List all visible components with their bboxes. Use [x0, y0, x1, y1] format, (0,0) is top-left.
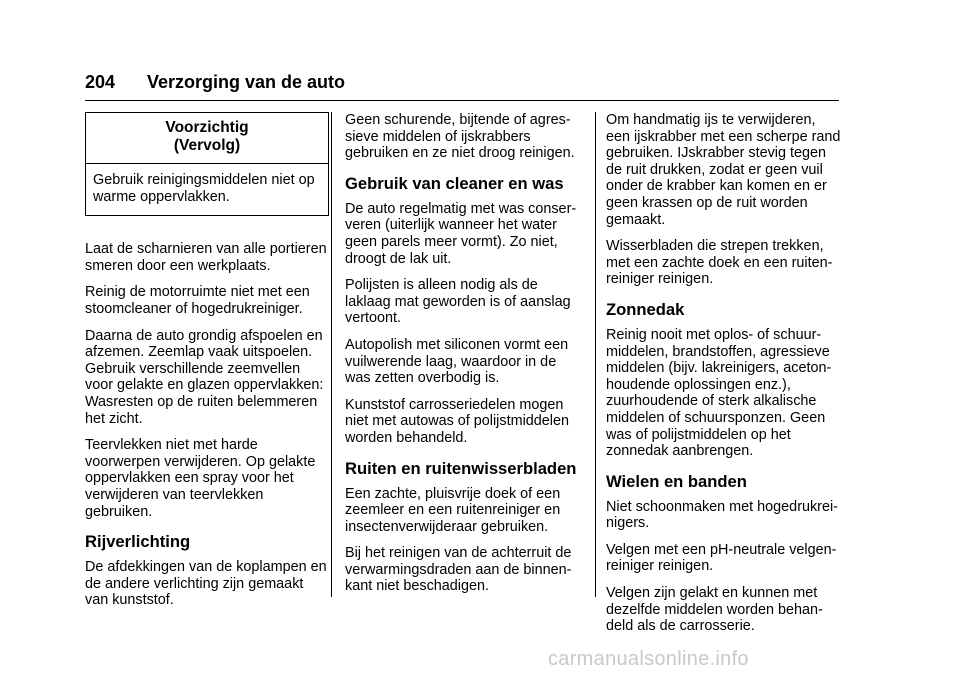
paragraph-ice-scraper: Om handmatig ijs te verwijderen, een ijskrabber met een scherpe rand gebruiken. IJskrabber stevig tegen de ruit drukken, zodat er geen vuil onder de krabber kan komen en er geen krassen op de ruit worden gemaakt.: [606, 112, 841, 228]
paragraph-silicone: Autopolish met siliconen vormt een vuilwerende laag, waardoor in de was zetten overbodig is.: [345, 336, 569, 387]
paragraph-painted-rims: Velgen zijn gelakt en kunnen met dezelfde middelen worden behan-deld als de carrosserie.: [606, 585, 823, 635]
paragraph-lights: De afdekkingen van de koplampen en de andere verlichting zijn gemaakt van kunststof.: [85, 559, 327, 609]
paragraph-rear-window: Bij het reinigen van de achterruit de verwarmingsdraden aan de binnen-kant niet beschadigen.: [345, 545, 572, 595]
header-rule: [85, 100, 839, 101]
caution-box: [85, 112, 329, 216]
column-divider-1: [331, 112, 332, 597]
caution-title-line1: Voorzichtig: [165, 119, 249, 136]
heading-wheels-tyres: Wielen en banden: [606, 471, 747, 491]
paragraph-rinse: Daarna de auto grondig afspoelen en afzemen. Zeemlap vaak uitspoelen. Gebruik verschillende zeemvellen voor gelakte en glazen oppervlakken: Wasresten op de ruiten belemmeren het zicht.: [85, 327, 324, 427]
paragraph-sunroof: Reinig nooit met oplos- of schuur-middelen, brandstoffen, agressieve middelen (bijv. lakreinigers, aceton-houdende oplossingen enz.), zuurhoudende of sterk alkalische middelen of schuursponzen. Geen was of polijstmiddelen op het zonnedak aanbrengen.: [606, 326, 832, 460]
column-divider-2: [595, 112, 596, 597]
caution-title-line2: (Vervolg): [173, 137, 241, 154]
paragraph-engine-bay: Reinig de motorruimte niet met een stoomcleaner of hogedrukreiniger.: [85, 284, 310, 317]
caution-title: [86, 113, 328, 164]
heading-zonnedak: Zonnedak: [606, 299, 685, 319]
caution-body: Gebruik reinigingsmiddelen niet op warme oppervlakken.: [93, 172, 315, 205]
paragraph-hinges: Laat de scharnieren van alle portieren smeren door een werkplaats.: [85, 241, 327, 274]
heading-windows-wipers: Ruiten en ruitenwisserbladen: [345, 458, 577, 478]
watermark-text: carmanualsonline.info: [548, 648, 749, 670]
paragraph-wax: De auto regelmatig met was conser-veren (uiterlijk wanneer het water geen parels meer vormt). Zo niet, droogt de lak uit.: [345, 200, 577, 267]
heading-rijverlichting: Rijverlichting: [85, 532, 191, 552]
page-number: 204: [85, 72, 116, 92]
paragraph-no-pressure: Niet schoonmaken met hogedrukrei-nigers.: [606, 498, 838, 532]
paragraph-abrasive: Geen schurende, bijtende of agres-sieve middelen of ijskrabbers gebruiken en ze niet droog reinigen.: [345, 112, 575, 162]
paragraph-wiper-blades: Wisserbladen die strepen trekken, met een zachte doek en een ruiten-reiniger reinigen.: [606, 238, 833, 288]
page-header: [85, 72, 345, 93]
column-3: [606, 112, 842, 645]
paragraph-cloth: Een zachte, pluisvrije doek of een zeemleer en een ruitenreiniger en insectenverwijderaar gebruiken.: [345, 485, 561, 535]
column-2: [345, 112, 583, 605]
paragraph-ph-neutral: Velgen met een pH-neutrale velgen-reiniger reinigen.: [606, 541, 837, 575]
column-1: [85, 112, 329, 619]
heading-cleaner-wax: Gebruik van cleaner en was: [345, 173, 564, 193]
page-title: Verzorging van de auto: [147, 72, 346, 92]
paragraph-tar: Teervlekken niet met harde voorwerpen verwijderen. Op gelakte oppervlakken een spray voor het verwijderen van teervlekken gebruiken.: [85, 437, 316, 520]
paragraph-polish: Polijsten is alleen nodig als de laklaag mat geworden is of aanslag vertoont.: [345, 277, 571, 327]
paragraph-plastic: Kunststof carrosseriedelen mogen niet met autowas of polijstmiddelen worden behandeld.: [345, 396, 569, 446]
